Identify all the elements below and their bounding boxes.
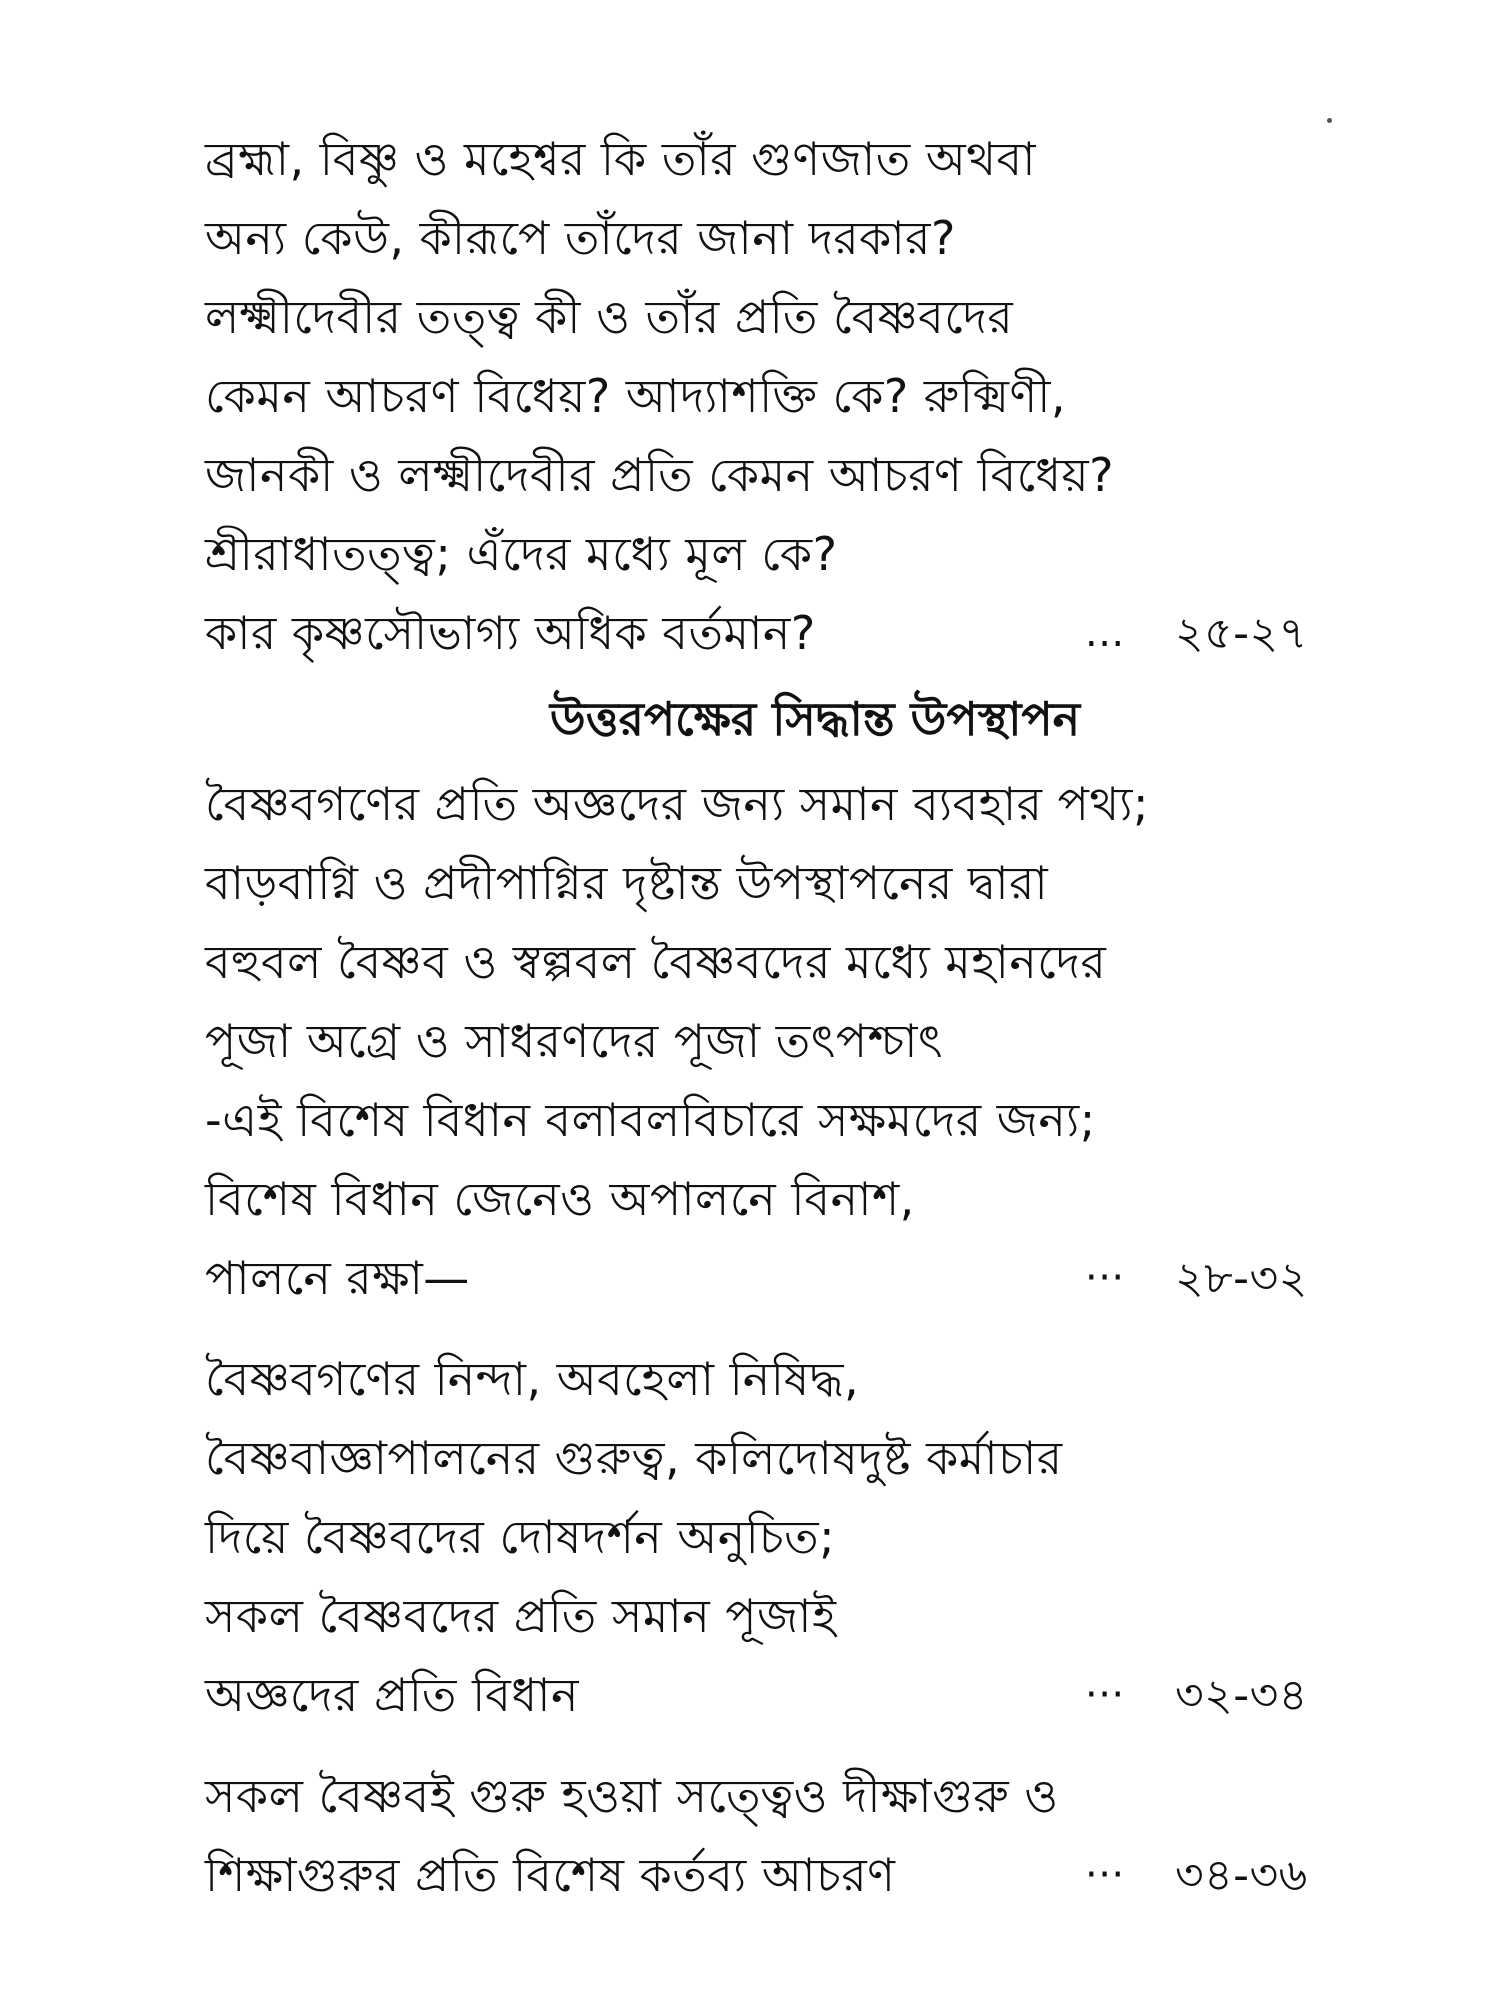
toc-line: পালনে রক্ষা— — [205, 1251, 470, 1305]
toc-entry — [205, 765, 1308, 1318]
print-speck — [1327, 118, 1332, 123]
page-range: ২৫-২৭ — [1175, 608, 1308, 659]
toc-line: -এই বিশেষ বিধান বলাবলবিচারে সক্ষমদের জন্য; — [205, 1093, 1096, 1147]
leader-dots: ... — [1085, 610, 1125, 656]
toc-entry — [205, 120, 1308, 673]
toc-line: বৈষ্ণবগণের প্রতি অজ্ঞদের জন্য সমান ব্যবহার পথ্য; — [205, 777, 1149, 831]
leader-dots: ··· — [1085, 1255, 1125, 1301]
spacer — [205, 1318, 1305, 1340]
toc-line: শিক্ষাগুরুর প্রতি বিশেষ কর্তব্য আচরণ — [205, 1848, 896, 1902]
toc-line: বহুবল বৈষ্ণব ও স্বল্পবল বৈষ্ণবদের মধ্যে মহানদের — [205, 935, 1107, 989]
toc-entry — [205, 1757, 1308, 1915]
leader-dots: ··· — [1085, 1672, 1125, 1718]
toc-line: বাড়বাগ্নি ও প্রদীপাগ্নির দৃষ্টান্ত উপস্থাপনের দ্বারা — [205, 856, 1049, 910]
toc-line: লক্ষ্মীদেবীর তত্ত্ব কী ও তাঁর প্রতি বৈষ্ণবদের — [205, 290, 1014, 344]
toc-line-final — [205, 1836, 1308, 1915]
page-range: ৩২-৩৪ — [1175, 1670, 1308, 1721]
toc-line: অন্য কেউ, কীরূপে তাঁদের জানা দরকার? — [205, 211, 956, 265]
section-heading: উত্তরপক্ষের সিদ্ধান্ত উপস্থাপন — [549, 692, 1081, 746]
toc-line: সকল বৈষ্ণবদের প্রতি সমান পূজাই — [205, 1589, 837, 1643]
toc-line-final — [205, 1239, 1308, 1318]
page-range: ৩৪-৩৬ — [1175, 1850, 1308, 1901]
toc-line-final — [205, 1656, 1308, 1735]
toc-line-final — [205, 594, 1308, 673]
toc-line: পূজা অগ্রে ও সাধরণদের পূজা তৎপশ্চাৎ — [205, 1014, 944, 1068]
toc-line: বিশেষ বিধান জেনেও অপালনে বিনাশ, — [205, 1172, 915, 1226]
toc-entry — [205, 1340, 1308, 1735]
toc-line: ব্রহ্মা, বিষ্ণু ও মহেশ্বর কি তাঁর গুণজাত অথবা — [205, 132, 1036, 186]
toc-line: বৈষ্ণবাজ্ঞাপালনের গুরুত্ব, কলিদোষদুষ্ট কর্মাচার — [205, 1431, 1063, 1485]
page-range: ২৮-৩২ — [1175, 1253, 1308, 1304]
toc-line: অজ্ঞদের প্রতি বিধান — [205, 1668, 579, 1722]
toc-line: কার কৃষ্ণসৌভাগ্য অধিক বর্তমান? — [205, 606, 816, 660]
toc-line: শ্রীরাধাতত্ত্ব; এঁদের মধ্যে মূল কে? — [205, 527, 838, 581]
leader-dots: ··· — [1085, 1852, 1125, 1898]
toc-line: কেমন আচরণ বিধেয়? আদ্যাশক্তি কে? রুক্মিণী, — [205, 369, 1067, 423]
toc-line: বৈষ্ণবগণের নিন্দা, অবহেলা নিষিদ্ধ, — [205, 1352, 860, 1406]
toc-line: জানকী ও লক্ষ্মীদেবীর প্রতি কেমন আচরণ বিধেয়? — [205, 448, 1114, 502]
toc-line: সকল বৈষ্ণবই গুরু হওয়া সত্ত্বেও দীক্ষাগুরু ও — [205, 1769, 1059, 1823]
toc-line: দিয়ে বৈষ্ণবদের দোষদর্শন অনুচিত; — [205, 1510, 836, 1564]
table-of-contents — [205, 120, 1308, 1915]
spacer — [205, 1735, 1305, 1757]
